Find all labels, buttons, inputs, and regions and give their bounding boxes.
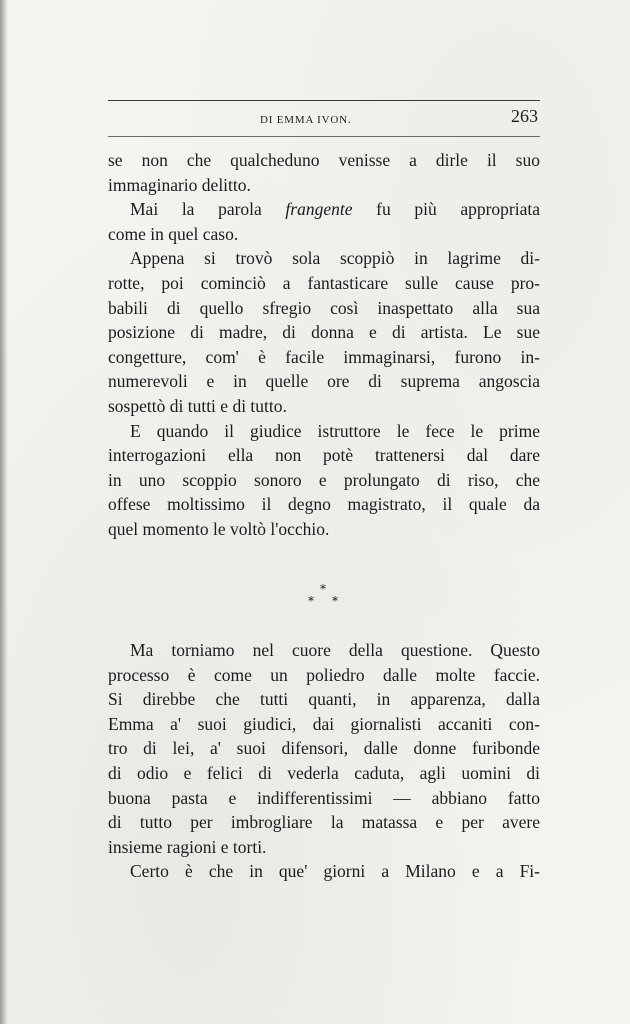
text-line: E quando il giudice istruttore le fece le prime [130,420,540,441]
asterism-star: * [320,582,326,596]
text-line: processo è come un poliedro dalle molte faccie. [108,664,540,685]
text-line: Appena si trovò sola scoppiò in lagrime di- [130,248,540,269]
running-head: DI EMMA IVON. [260,114,352,126]
text-line: offese moltissimo il degno magistrato, il quale da [108,494,540,515]
text-line: in uno scoppio sonoro e prolungato di riso, che [108,469,540,490]
text-line: interrogazioni ella non potè trattenersi dal dare [108,445,540,466]
asterism-star: * [332,594,338,608]
text-line: babili di quello sfregio così inaspettato alla sua [108,297,540,318]
text-line: buona pasta e indifferentissimi — abbiano fatto [108,787,540,808]
text-line: di tutto per imbrogliare la matassa e per avere [108,812,540,833]
text-line [108,197,540,222]
asterism-star: * [308,594,314,608]
text-line: Emma a' suoi giudici, dai giornalisti accaniti con- [108,713,540,734]
text-line: congetture, com' è facile immaginarsi, furono in- [108,346,540,367]
text-line: immaginario delitto. [108,174,251,195]
text-line: se non che qualcheduno venisse a dirle il suo [108,150,540,170]
header-rule-top [108,100,540,101]
page-binding-edge [0,0,8,1024]
text-line: posizione di madre, di donna e di artista. Le sue [108,322,540,343]
body-text-section-2 [108,638,540,884]
text-line: tro di lei, a' suoi difensori, dalle donne furibonde [108,738,540,759]
text-line: Ma torniamo nel cuore della questione. Questo [130,640,540,660]
text-line: rotte, poi cominciò a fantasticare sulle cause pro- [108,272,540,293]
text-line: di odio e felici di vederla caduta, agli uomini di [108,762,540,783]
body-text-section-1 [108,148,540,542]
italic-word: frangente [285,199,353,220]
header-rule-bottom [108,136,540,137]
text-line: Si direbbe che tutti quanti, in apparenza, dalla [108,689,540,710]
text-line: quel momento le voltò l'occhio. [108,518,330,539]
page-number: 263 [511,106,538,126]
text-fragment: Mai la parola [130,199,286,220]
text-fragment: fu più appropriata [352,199,540,220]
text-line: insieme ragioni e torti. [108,836,267,857]
page-header [108,100,540,138]
text-line: numerevoli e in quelle ore di suprema angoscia [108,371,540,392]
text-line: sospettò di tutti e di tutto. [108,395,287,416]
text-line: come in quel caso. [108,223,239,244]
text-line: Certo è che in que' giorni a Milano e a Fi- [130,861,540,882]
asterism-divider [300,582,350,616]
